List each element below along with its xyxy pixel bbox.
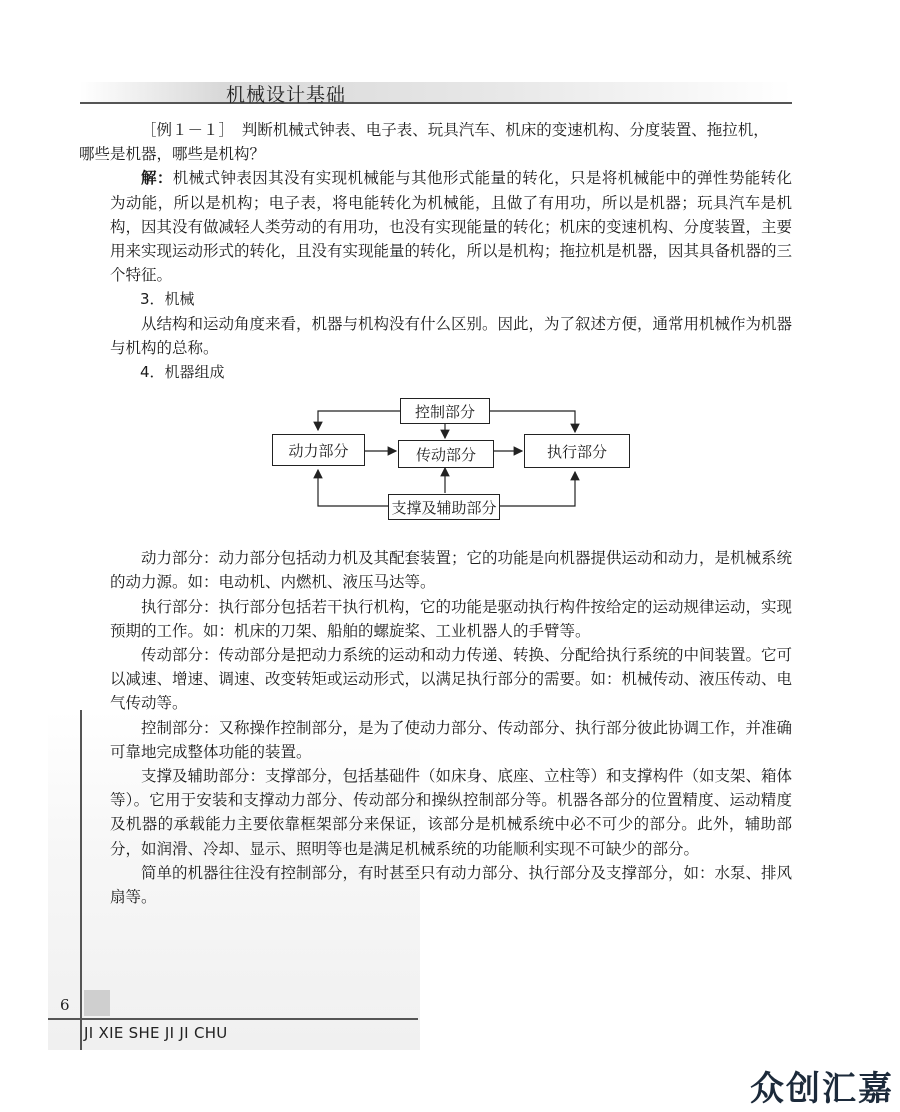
answer-label: 解： xyxy=(141,168,173,188)
footer-rule xyxy=(48,1018,418,1020)
box-transmission: 传动部分 xyxy=(398,440,494,468)
header-band xyxy=(80,82,792,102)
paragraph-support: 支撑及辅助部分：支撑部分，包括基础件（如床身、底座、立柱等）和支撑构件（如支架、箱体等）。它用于安装和支撑动力部分、传动部分和操纵控制部分等。机器各部分的位置精度、运动精度及机器的承载能力主要依靠框架部分来保证，该部分是机械系统中必不可少的部分。此外，辅助部分，如润滑、冷却、显示、照明等也是满足机械系统的功能顺利实现不可缺少的部分。 xyxy=(110,767,793,858)
running-header-title: 机械设计基础 xyxy=(226,84,347,106)
example-question-line-2: 哪些是机器，哪些是机构？ xyxy=(79,145,266,164)
paragraph-transmission: 传动部分：传动部分是把动力系统的运动和动力传递、转换、分配给执行系统的中间装置。它可以减速、增速、调速、改变转矩或运动形式，以满足执行部分的需要。如：机械传动、液压传动、电气传动等。 xyxy=(110,646,793,713)
example-question xyxy=(79,118,792,166)
page-number: 6 xyxy=(60,996,70,1014)
watermark-logo: 众创汇嘉 xyxy=(750,1069,894,1109)
box-power: 动力部分 xyxy=(272,434,365,466)
arrow-control-to-execution xyxy=(490,411,575,432)
arrow-support-to-execution xyxy=(500,472,575,506)
box-execution: 执行部分 xyxy=(524,434,630,468)
section-3-heading: 3．机械 xyxy=(140,290,195,309)
example-label: ［例１－１］ xyxy=(141,121,227,139)
box-control: 控制部分 xyxy=(400,398,490,424)
page-body xyxy=(79,118,793,909)
section-4-heading: 4．机器组成 xyxy=(140,363,225,382)
example-answer xyxy=(110,166,792,287)
paragraph-control: 控制部分：又称操作控制部分，是为了使动力部分、传动部分、执行部分彼此协调工作，并准确可靠地完成整体功能的装置。 xyxy=(110,718,793,761)
machine-composition-diagram xyxy=(110,388,792,538)
header-rule xyxy=(80,102,792,104)
box-support: 支撑及辅助部分 xyxy=(388,494,500,520)
section-3-text: 从结构和运动角度来看，机器与机构没有什么区别。因此，为了叙述方便，通常用机械作为机器与机构的总称。 xyxy=(110,314,793,357)
paragraph-power: 动力部分：动力部分包括动力机及其配套装置；它的功能是向机器提供运动和动力，是机械系统的动力源。如：电动机、内燃机、液压马达等。 xyxy=(110,549,793,592)
example-question-line-1: 判断机械式钟表、电子表、玩具汽车、机床的变速机构、分度装置、拖拉机， xyxy=(226,121,769,139)
paragraph-simple-machines: 简单的机器往往没有控制部分，有时甚至只有动力部分、执行部分及支撑部分，如：水泵、排风扇等。 xyxy=(110,863,793,907)
paragraph-execution: 执行部分：执行部分包括若干执行机构，它的功能是驱动执行构件按给定的运动规律运动，实现预期的工作。如：机床的刀架、船舶的螺旋桨、工业机器人的手臂等。 xyxy=(110,597,793,640)
arrow-control-to-power xyxy=(318,411,400,430)
answer-text: 机械式钟表因其没有实现机械能与其他形式能量的转化，只是将机械能中的弹性势能转化为动能，所以是机构；电子表，将电能转化为机械能，且做了有用功，所以是机器；玩具汽车是机构，因其没有做减轻人类劳动的有用功，也没有实现能量的转化；机床的变速机构、分度装置，主要用来实现运动形式的转化，且没有实现能量的转化，所以是机构；拖拉机是机器，因其具备机器的三个特征。 xyxy=(110,169,793,285)
arrow-support-to-power xyxy=(318,470,388,506)
page-marker-square xyxy=(84,990,110,1016)
footer-running-text: JI XIE SHE JI JI CHU xyxy=(84,1024,228,1042)
footer-vertical-rule xyxy=(80,710,82,1050)
